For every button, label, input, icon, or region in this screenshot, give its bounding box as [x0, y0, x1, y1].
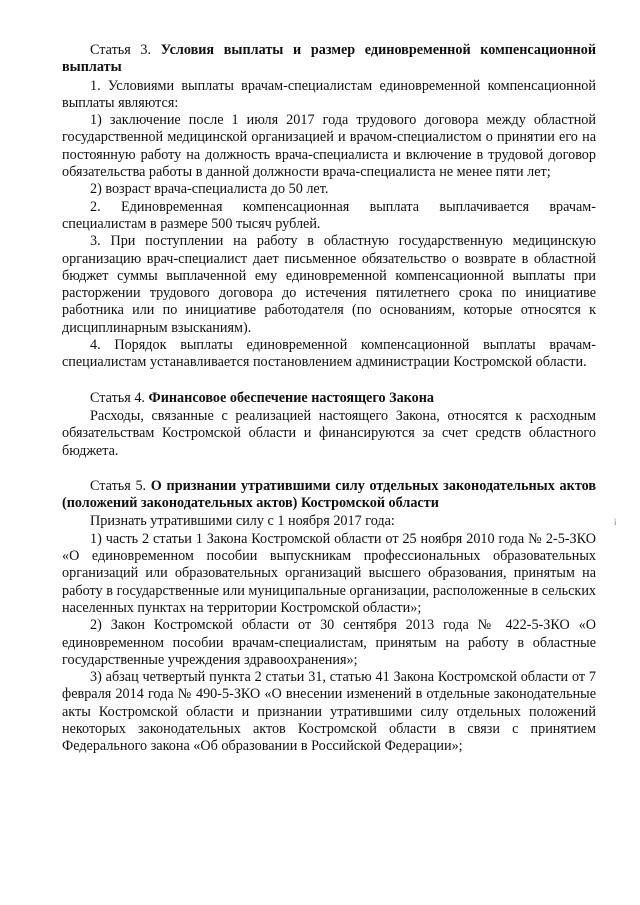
- article-3-paragraph: 4. Порядок выплаты единовременной компенсационной выплаты врачам-специалистам устанавливается постановлением администрации Костромской области.: [62, 337, 596, 371]
- article-3-paragraph: 3. При поступлении на работу в областную государственную медицинскую организацию врач-специалист дает письменное обязательство о возврате в областной бюджет суммы выплаченной ему единовременной компенсационной выплаты при расторжении трудового договора до истечения пятилетнего срока по инициативе работника или по инициативе работодателя (по основаниям, которые относятся к дисциплинарным взысканиям).: [62, 233, 596, 336]
- article-4-prefix: Статья 4.: [90, 389, 149, 406]
- article-5-paragraph: Признать утратившими силу с 1 ноября 2017 года:: [90, 513, 395, 530]
- article-5-heading: [62, 478, 596, 513]
- article-3-heading: [62, 42, 596, 77]
- article-4: [62, 390, 596, 460]
- article-5-paragraph: 1) часть 2 статьи 1 Закона Костромской области от 25 ноября 2010 года № 2-5-ЗКО «О единовременном пособии выпускникам профессиональных образовательных организаций или образовательных организаций высшего образования, принятым на работу в государственные или муниципальные организации, расположенные в сельских населенных пунктах на территории Костромской области»;: [62, 530, 596, 616]
- article-5: [62, 478, 596, 756]
- article-5-title: О признании утратившими силу отдельных законодательных актов (положений законодательных актов) Костромской области: [62, 477, 596, 512]
- article-3-paragraph: 2) возраст врача-специалиста до 50 лет.: [90, 181, 329, 198]
- article-3-paragraph: 2. Единовременная компенсационная выплата выплачивается врачам-специалистам в размере 500 тысяч рублей.: [62, 198, 596, 232]
- article-4-heading: [62, 390, 596, 407]
- article-3-prefix: Статья 3.: [90, 42, 161, 58]
- article-4-title: Финансовое обеспечение настоящего Закона: [148, 389, 435, 406]
- margin-mark: ì: [614, 517, 617, 527]
- article-3: [62, 42, 596, 372]
- article-5-paragraph: 3) абзац четвертый пункта 2 статьи 31, статью 41 Закона Костромской области от 7 февраля 2014 года № 490-5-ЗКО «О внесении изменений в отдельные законодательные акты Костромской области и признании утратившими силу отдельных положений некоторых законодательных актов Костромской области в связи с принятием Федерального закона «Об образовании в Российской Федерации»;: [62, 669, 596, 755]
- article-5-prefix: Статья 5.: [90, 477, 151, 494]
- article-3-title: Условия выплаты и размер единовременной компенсационной выплаты: [62, 42, 596, 76]
- article-5-paragraph: 2) Закон Костромской области от 30 сентября 2013 года № 422-5-ЗКО «О единовременном пособии врачам-специалистам, принятым на работу в областные государственные учреждения здравоохранения»;: [62, 617, 596, 668]
- article-4-paragraph: Расходы, связанные с реализацией настоящего Закона, относятся к расходным обязательствам Костромской области и финансируются за счет средств областного бюджета.: [62, 407, 596, 459]
- article-3-paragraph: 1) заключение после 1 июля 2017 года трудового договора между областной государственной медицинской организацией и врачом-специалистом о принятии его на постоянную работу на должность врача-специалиста и включение в трудовой договор обязательства работы в данной должности врача-специалиста не менее пяти лет;: [62, 112, 596, 181]
- article-3-paragraph: 1. Условиями выплаты врачам-специалистам единовременной компенсационной выплаты являются:: [62, 77, 596, 111]
